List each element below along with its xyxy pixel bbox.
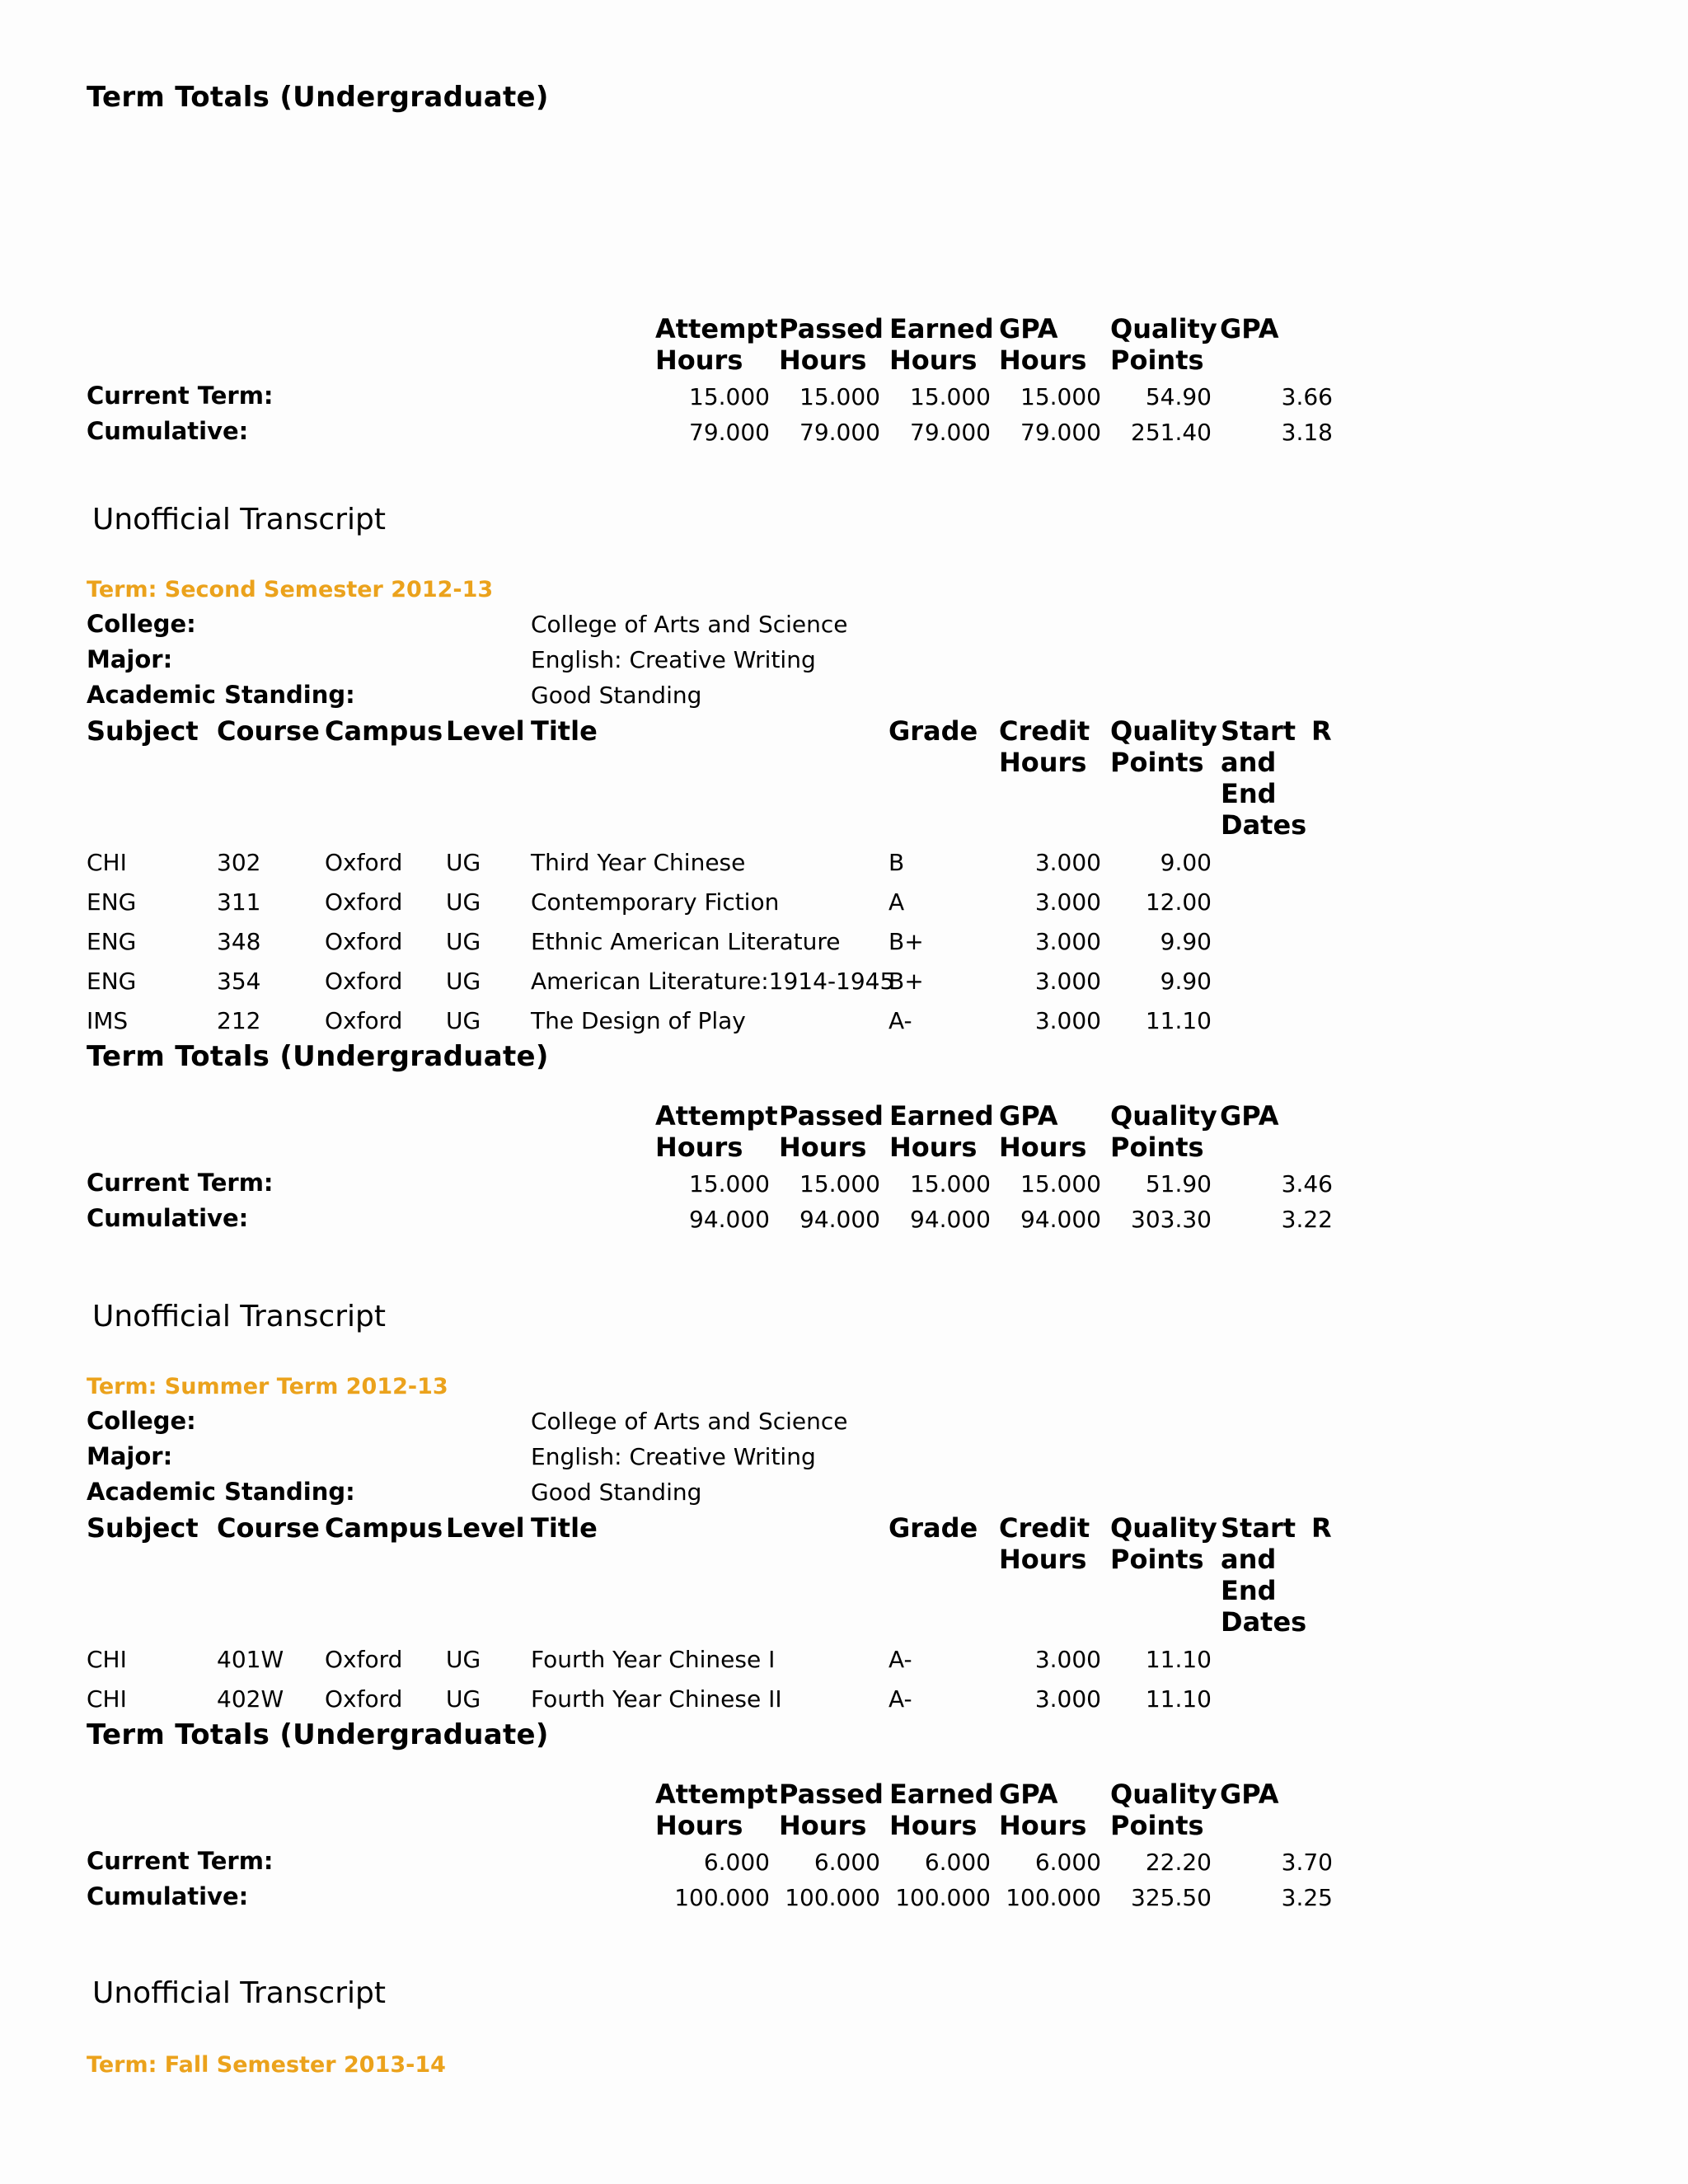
col-header-campus: Campus [325,715,443,747]
course-level: UG [446,849,481,876]
section-heading: Unofficial Transcript [92,1976,386,2010]
section-heading: Unofficial Transcript [92,1300,386,1333]
major-value: English: Creative Writing [531,646,816,673]
cumulative-value: 79.000 [689,419,770,446]
cumulative-value: 3.25 [1281,1884,1333,1911]
course-campus: Oxford [325,849,403,876]
major-value: English: Creative Writing [531,1443,816,1470]
col-header-campus: Campus [325,1512,443,1544]
course-credit-hours: 3.000 [1034,888,1101,916]
totals-header-gpa-hours: GPA Hours [999,1779,1087,1841]
course-title: Ethnic American Literature [531,928,841,955]
current-term-value: 51.90 [1145,1170,1212,1197]
term-title: Term: Summer Term 2012-13 [87,1374,448,1399]
course-level: UG [446,1646,481,1673]
standing-label: Academic Standing: [87,681,355,709]
course-subject: ENG [87,968,137,995]
standing-label: Academic Standing: [87,1478,355,1506]
col-header-end: End [1221,1575,1277,1606]
course-grade: A- [889,1007,912,1034]
cumulative-label: Cumulative: [87,417,249,445]
course-number: 348 [217,928,261,955]
current-term-value: 15.000 [799,383,880,410]
course-quality-points: 9.00 [1160,849,1212,876]
course-number: 302 [217,849,261,876]
current-term-label: Current Term: [87,1169,274,1197]
col-header-quality-points: Points [1110,1544,1204,1575]
col-header-dates: Dates [1221,1606,1307,1638]
course-title: The Design of Play [531,1007,746,1034]
totals-header-gpa: GPA [1220,313,1279,344]
course-campus: Oxford [325,968,403,995]
col-header-credit: Credit [999,1512,1090,1544]
current-term-value: 15.000 [1020,1170,1101,1197]
current-term-value: 15.000 [689,383,770,410]
term-title: Term: Fall Semester 2013-14 [87,2052,446,2078]
course-quality-points: 11.10 [1145,1685,1212,1713]
course-grade: B+ [889,928,924,955]
col-header-grade: Grade [889,715,978,747]
course-level: UG [446,1007,481,1034]
course-credit-hours: 3.000 [1034,968,1101,995]
col-header-credit-hours: Hours [999,1544,1087,1575]
cumulative-value: 100.000 [785,1884,880,1911]
cumulative-value: 94.000 [910,1206,991,1233]
course-subject: IMS [87,1007,129,1034]
col-header-quality-points: Points [1110,747,1204,778]
cumulative-label: Cumulative: [87,1882,249,1910]
current-term-value: 3.66 [1281,383,1333,410]
col-header-end: End [1221,778,1277,809]
term-title: Term: Second Semester 2012-13 [87,577,494,602]
course-level: UG [446,968,481,995]
current-term-label: Current Term: [87,1847,274,1875]
cumulative-value: 3.18 [1281,419,1333,446]
course-credit-hours: 3.000 [1034,1685,1101,1713]
totals-header-earned-hours: Earned Hours [889,1100,994,1163]
course-subject: ENG [87,888,137,916]
col-header-course: Course [217,1512,320,1544]
current-term-value: 15.000 [689,1170,770,1197]
cumulative-value: 303.30 [1131,1206,1212,1233]
course-grade: A [889,888,905,916]
totals-header-passed-hours: Passed Hours [779,1100,884,1163]
course-campus: Oxford [325,888,403,916]
term-totals-heading: Term Totals (Undergraduate) [87,1040,549,1073]
current-term-value: 22.20 [1145,1849,1212,1876]
course-campus: Oxford [325,1646,403,1673]
course-quality-points: 11.10 [1145,1646,1212,1673]
totals-header-gpa: GPA [1220,1779,1279,1810]
course-campus: Oxford [325,1685,403,1713]
col-header-course: Course [217,715,320,747]
cumulative-value: 79.000 [910,419,991,446]
cumulative-value: 325.50 [1131,1884,1212,1911]
col-header-credit-hours: Hours [999,747,1087,778]
col-header-r: R [1311,1512,1332,1544]
cumulative-value: 100.000 [1006,1884,1101,1911]
course-level: UG [446,928,481,955]
course-title: Fourth Year Chinese II [531,1685,782,1713]
course-credit-hours: 3.000 [1034,1007,1101,1034]
course-grade: B+ [889,968,924,995]
course-quality-points: 11.10 [1145,1007,1212,1034]
college-label: College: [87,1407,196,1435]
col-header-subject: Subject [87,1512,199,1544]
course-campus: Oxford [325,1007,403,1034]
course-number: 311 [217,888,261,916]
course-subject: ENG [87,928,137,955]
totals-header-quality-points: Quality Points [1110,1100,1217,1163]
cumulative-label: Cumulative: [87,1204,249,1232]
cumulative-value: 251.40 [1131,419,1212,446]
standing-value: Good Standing [531,1479,702,1506]
cumulative-value: 3.22 [1281,1206,1333,1233]
current-term-value: 6.000 [703,1849,770,1876]
current-term-value: 15.000 [910,383,991,410]
col-header-subject: Subject [87,715,199,747]
totals-header-gpa: GPA [1220,1100,1279,1132]
current-term-value: 6.000 [814,1849,880,1876]
course-number: 402W [217,1685,284,1713]
college-value: College of Arts and Science [531,1408,848,1435]
cumulative-value: 94.000 [689,1206,770,1233]
cumulative-value: 100.000 [674,1884,770,1911]
totals-header-gpa-hours: GPA Hours [999,1100,1087,1163]
course-title: Fourth Year Chinese I [531,1646,776,1673]
cumulative-value: 79.000 [1020,419,1101,446]
totals-header-passed-hours: Passed Hours [779,1779,884,1841]
current-term-value: 15.000 [799,1170,880,1197]
col-header-level: Level [446,1512,525,1544]
col-header-title: Title [531,715,598,747]
col-header-dates: Dates [1221,809,1307,841]
current-term-value: 3.70 [1281,1849,1333,1876]
totals-header-passed-hours: Passed Hours [779,313,884,376]
term-totals-heading: Term Totals (Undergraduate) [87,1718,549,1751]
course-number: 354 [217,968,261,995]
col-header-title: Title [531,1512,598,1544]
course-credit-hours: 3.000 [1034,928,1101,955]
course-quality-points: 9.90 [1160,968,1212,995]
course-title: Contemporary Fiction [531,888,780,916]
totals-header-earned-hours: Earned Hours [889,1779,994,1841]
current-term-value: 6.000 [1034,1849,1101,1876]
standing-value: Good Standing [531,682,702,709]
col-header-r: R [1311,715,1332,747]
totals-header-quality-points: Quality Points [1110,313,1217,376]
current-term-value: 15.000 [910,1170,991,1197]
course-grade: A- [889,1646,912,1673]
course-subject: CHI [87,1685,127,1713]
course-level: UG [446,888,481,916]
totals-header-attempt-hours: Attempt Hours [655,1779,778,1841]
course-title: Third Year Chinese [531,849,746,876]
course-level: UG [446,1685,481,1713]
course-campus: Oxford [325,928,403,955]
totals-header-earned-hours: Earned Hours [889,313,994,376]
col-header-grade: Grade [889,1512,978,1544]
college-label: College: [87,610,196,638]
col-header-credit: Credit [999,715,1090,747]
course-quality-points: 12.00 [1145,888,1212,916]
current-term-label: Current Term: [87,382,274,410]
course-grade: A- [889,1685,912,1713]
course-subject: CHI [87,849,127,876]
col-header-start: Start [1221,715,1296,747]
major-label: Major: [87,1442,173,1470]
major-label: Major: [87,645,173,673]
course-grade: B [889,849,905,876]
section-heading: Unofficial Transcript [92,503,386,537]
cumulative-value: 94.000 [1020,1206,1101,1233]
course-subject: CHI [87,1646,127,1673]
col-header-quality: Quality [1110,1512,1217,1544]
current-term-value: 15.000 [1020,383,1101,410]
term-totals-heading: Term Totals (Undergraduate) [87,81,549,114]
cumulative-value: 100.000 [895,1884,991,1911]
totals-header-attempt-hours: Attempt Hours [655,313,778,376]
current-term-value: 54.90 [1145,383,1212,410]
course-credit-hours: 3.000 [1034,1646,1101,1673]
col-header-and: and [1221,747,1277,778]
cumulative-value: 94.000 [799,1206,880,1233]
col-header-start: Start [1221,1512,1296,1544]
course-credit-hours: 3.000 [1034,849,1101,876]
col-header-level: Level [446,715,525,747]
college-value: College of Arts and Science [531,611,848,638]
current-term-value: 6.000 [924,1849,991,1876]
course-quality-points: 9.90 [1160,928,1212,955]
course-number: 212 [217,1007,261,1034]
col-header-and: and [1221,1544,1277,1575]
col-header-quality: Quality [1110,715,1217,747]
cumulative-value: 79.000 [799,419,880,446]
totals-header-quality-points: Quality Points [1110,1779,1217,1841]
course-number: 401W [217,1646,284,1673]
totals-header-attempt-hours: Attempt Hours [655,1100,778,1163]
current-term-value: 3.46 [1281,1170,1333,1197]
totals-header-gpa-hours: GPA Hours [999,313,1087,376]
course-title: American Literature:1914-1945 [531,968,895,995]
